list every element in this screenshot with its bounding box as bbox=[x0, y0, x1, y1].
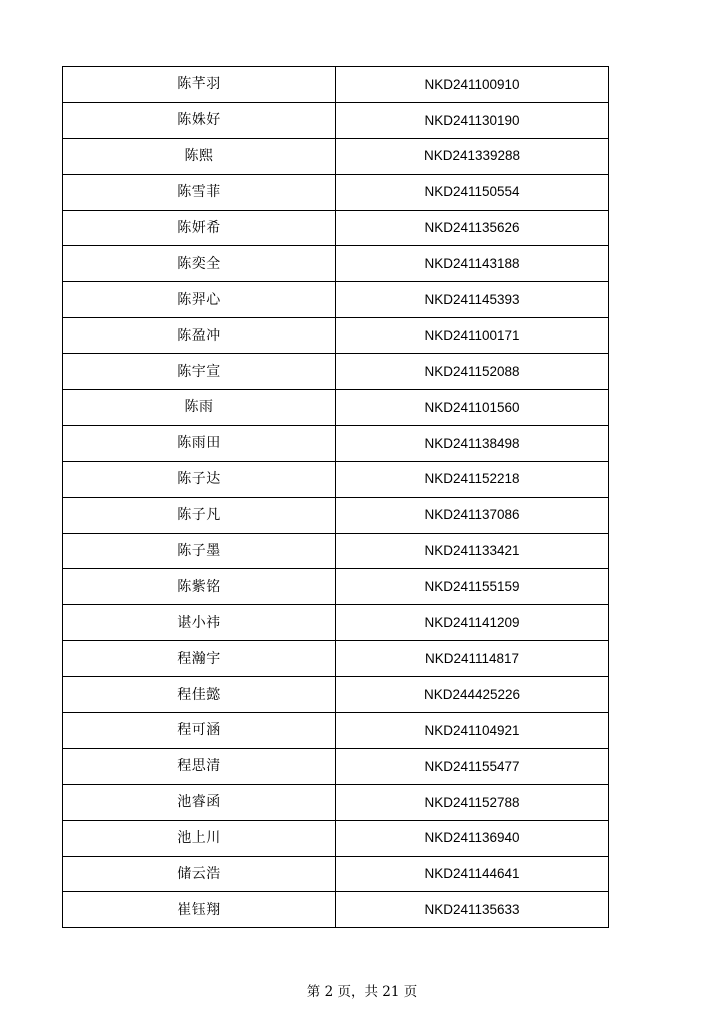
name-cell: 谌小祎 bbox=[63, 605, 336, 641]
id-cell: NKD241155477 bbox=[336, 748, 609, 784]
id-cell: NKD241133421 bbox=[336, 533, 609, 569]
page-number-footer: 第 2 页，共 21 页 bbox=[306, 984, 418, 1000]
id-cell: NKD241152788 bbox=[336, 784, 609, 820]
table-row bbox=[63, 641, 609, 677]
table-row bbox=[63, 138, 609, 174]
id-cell: NKD241100171 bbox=[336, 318, 609, 354]
id-cell: NKD241138498 bbox=[336, 425, 609, 461]
table-row bbox=[63, 246, 609, 282]
name-cell: 陈紫铭 bbox=[63, 569, 336, 605]
table-row bbox=[63, 748, 609, 784]
table-row bbox=[63, 282, 609, 318]
name-cell: 陈芊羽 bbox=[63, 67, 336, 103]
roster-table-body bbox=[63, 67, 609, 928]
id-cell: NKD241101560 bbox=[336, 390, 609, 426]
name-cell: 池睿函 bbox=[63, 784, 336, 820]
id-cell: NKD241100910 bbox=[336, 67, 609, 103]
table-row bbox=[63, 784, 609, 820]
id-cell: NKD241152218 bbox=[336, 461, 609, 497]
id-cell: NKD241135626 bbox=[336, 210, 609, 246]
table-row bbox=[63, 605, 609, 641]
id-cell: NKD241143188 bbox=[336, 246, 609, 282]
id-cell: NKD241150554 bbox=[336, 174, 609, 210]
name-cell: 程瀚宇 bbox=[63, 641, 336, 677]
id-cell: NKD241130190 bbox=[336, 102, 609, 138]
table-row bbox=[63, 210, 609, 246]
id-cell: NKD241141209 bbox=[336, 605, 609, 641]
name-cell: 储云浩 bbox=[63, 856, 336, 892]
roster-table bbox=[62, 66, 609, 928]
name-cell: 程佳懿 bbox=[63, 677, 336, 713]
name-cell: 陈子达 bbox=[63, 461, 336, 497]
name-cell: 陈羿心 bbox=[63, 282, 336, 318]
name-cell: 程可涵 bbox=[63, 713, 336, 749]
table-row bbox=[63, 102, 609, 138]
table-row bbox=[63, 713, 609, 749]
name-cell: 池上川 bbox=[63, 820, 336, 856]
name-cell: 陈熙 bbox=[63, 138, 336, 174]
id-cell: NKD241137086 bbox=[336, 497, 609, 533]
id-cell: NKD241155159 bbox=[336, 569, 609, 605]
name-cell: 陈雪菲 bbox=[63, 174, 336, 210]
id-cell: NKD241339288 bbox=[336, 138, 609, 174]
table-row bbox=[63, 461, 609, 497]
table-row bbox=[63, 390, 609, 426]
name-cell: 崔钰翔 bbox=[63, 892, 336, 928]
id-cell: NKD244425226 bbox=[336, 677, 609, 713]
name-cell: 陈雨 bbox=[63, 390, 336, 426]
table-row bbox=[63, 677, 609, 713]
table-row bbox=[63, 856, 609, 892]
id-cell: NKD241135633 bbox=[336, 892, 609, 928]
table-row bbox=[63, 569, 609, 605]
name-cell: 陈奕全 bbox=[63, 246, 336, 282]
name-cell: 陈子凡 bbox=[63, 497, 336, 533]
name-cell: 陈宇宣 bbox=[63, 354, 336, 390]
name-cell: 陈雨田 bbox=[63, 425, 336, 461]
table-row bbox=[63, 318, 609, 354]
id-cell: NKD241136940 bbox=[336, 820, 609, 856]
name-cell: 陈子墨 bbox=[63, 533, 336, 569]
name-cell: 陈妍希 bbox=[63, 210, 336, 246]
name-cell: 陈姝好 bbox=[63, 102, 336, 138]
id-cell: NKD241145393 bbox=[336, 282, 609, 318]
table-row bbox=[63, 820, 609, 856]
table-row bbox=[63, 67, 609, 103]
id-cell: NKD241152088 bbox=[336, 354, 609, 390]
table-row bbox=[63, 497, 609, 533]
id-cell: NKD241144641 bbox=[336, 856, 609, 892]
table-row bbox=[63, 425, 609, 461]
table-row bbox=[63, 533, 609, 569]
table-row bbox=[63, 892, 609, 928]
table-row bbox=[63, 354, 609, 390]
name-cell: 陈盈冲 bbox=[63, 318, 336, 354]
id-cell: NKD241114817 bbox=[336, 641, 609, 677]
name-cell: 程思清 bbox=[63, 748, 336, 784]
id-cell: NKD241104921 bbox=[336, 713, 609, 749]
table-row bbox=[63, 174, 609, 210]
